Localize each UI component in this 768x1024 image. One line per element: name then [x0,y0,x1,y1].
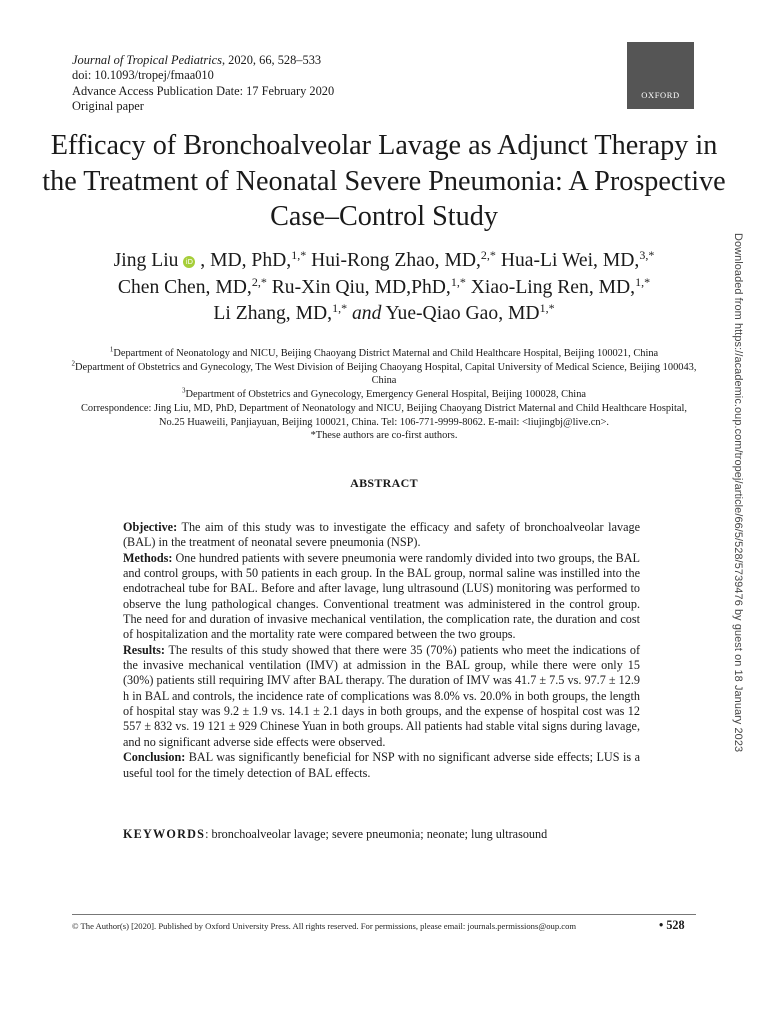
article-title: Efficacy of Bronchoalveolar Lavage as Adjunct Therapy in the Treatment of Neonatal Severe Pneumonia: A Prospective Case–Control Study [42,130,726,232]
section-text: BAL was significantly beneficial for NSP with no significant adverse side effects; LUS is a useful tool for the timely detection of BAL effects. [123,750,640,780]
author-affiliation-mark: 3,* [639,248,655,262]
author-name: Xiao-Ling Ren [470,276,589,298]
author-degrees: , MD, [434,250,481,271]
section-text: One hundred patients with severe pneumonia were randomly divided into two groups, the BAL and control groups, with 50 patients in each group. In the BAL group, normal saline was instilled into the endotracheal tube for BAL. Before and after lavage, lung ultrasound (LUS) monitoring was performed to observe the lung pathological changes. Conventional treatment was administered in the control group. The need for and duration of invasive mechanical ventilation, the complication rate, the duration and cost of hospitalization and the mortality rate were compared between the two groups. [123,550,640,642]
copyright-notice: © The Author(s) [2020]. Published by Oxford University Press. All rights reserved. For permissions, please email: journals.permissions@oup.com [72,921,577,931]
section-label: Objective: [123,520,178,534]
section-text: The results of this study showed that there were 35 (70%) patients who meet the indications of the invasive mechanical ventilation (IMV) at admission in the BAL group, while there were only 15 (30%) patients still requiring IMV after BAL therapy. The duration of IMV was 41.7 ± 7.5 vs. 97.7 ± 12.9 h in BAL and controls, the incidence rate of complications was 8.0% vs. 20.0% in both groups, the length of hospital stay was 9.2 ± 1.9 vs. 14.1 ± 2.1 days in both groups, and the expense of hospital cost was 12 557 ± 832 vs. 19 121 ± 929 Chinese Yuan in both groups. All patients had stable vital signs during lavage, and no significant adverse side effects were observed. [123,642,640,749]
doi[interactable]: doi: 10.1093/tropej/fmaa010 [72,68,214,83]
correspondence: Correspondence: Jing Liu, MD, PhD, Department of Neonatology and NICU, Beijing Chaoyang District Maternal and Child Healthcare Hospital, No.25 Huaweili, Panjiayuan, Beijing 100021, China. Tel: 106-771-9999-8062. E-mail: <liujingbj@live.cn>. [81,402,687,428]
page-number: • 528 [659,918,685,932]
author-degrees: , MD,PhD, [364,276,451,298]
journal-header [72,53,334,115]
keywords-label: KEYWORDS [123,827,206,841]
orcid-icon[interactable]: iD [183,256,195,268]
affiliation-mark: 1 [109,345,114,354]
abstract-heading: ABSTRACT [350,476,418,490]
author-name: Ru-Xin Qiu [271,276,365,298]
section-text: The aim of this study was to investigate the efficacy and safety of bronchoalveolar lavage (BAL) in the treatment of neonatal severe pneumonia (NSP). [123,520,640,550]
author-affiliation-mark: 1,* [450,274,466,289]
co-first-note: *These authors are co-first authors. [310,430,458,442]
abstract-conclusion [123,750,640,781]
author-name: Hua-Li Wei [500,250,594,271]
section-label: Methods: [123,550,173,565]
author-degrees: , MD [498,303,540,324]
author-affiliation-mark: 2,* [480,248,496,262]
affiliation-mark: 3 [181,386,186,395]
author-affiliation-mark: 1,* [332,301,348,315]
author-degrees: , MD, [588,276,636,298]
affiliation [70,361,698,388]
download-watermark: Downloaded from https://academic.oup.com/tropej/article/66/5/528/5739476 by guest on 18 January 2023 [732,233,744,753]
keywords [123,827,640,842]
abstract-objective [123,520,640,551]
affiliation-text: Department of Obstetrics and Gynecology, Emergency General Hospital, Beijing 100028, China [185,389,586,401]
author-name: Li Zhang [213,303,286,324]
advance-access-date: Advance Access Publication Date: 17 February 2020 [72,83,335,98]
affiliations [70,347,698,443]
author-degrees: , MD, [593,250,640,271]
affiliation-text: Department of Obstetrics and Gynecology, The West Division of Beijing Chaoyang Hospital, Capital University of Medical Science, Beijing 100043, China [75,361,697,387]
footer-divider [72,914,696,915]
publisher-logo-text: OXFORD [641,90,680,100]
author-name: Hui-Rong Zhao [311,250,435,271]
journal-volume-pages: , 2020, 66, 528–533 [221,53,322,67]
abstract-methods [123,551,640,643]
abstract-body [123,520,640,781]
abstract-results [123,643,640,750]
affiliation-text: Department of Neonatology and NICU, Beijing Chaoyang District Maternal and Child Healthcare Hospital, Beijing 100021, China [113,348,659,359]
journal-name: Journal of Tropical Pediatrics [72,53,222,67]
article-type: Original paper [72,99,144,114]
author-affiliation-mark: 1,* [291,248,307,262]
author-name: Jing Liu [113,250,179,271]
keywords-text: : bronchoalveolar lavage; severe pneumonia; neonate; lung ultrasound [205,827,548,841]
authors-and: and [351,303,382,324]
author-list [40,248,728,328]
author-name: Yue-Qiao Gao [385,303,499,324]
affiliation-mark: 2 [71,359,76,368]
affiliation [70,388,698,402]
author-affiliation-mark: 1,* [539,301,555,315]
author-affiliation-mark: 2,* [251,274,267,289]
section-label: Conclusion: [123,750,186,765]
section-label: Results: [123,642,165,657]
author-degrees: , MD, [285,303,333,324]
author-degrees: , MD, PhD, [200,250,292,271]
author-affiliation-mark: 1,* [635,274,651,289]
journal-citation [72,53,334,68]
publisher-logo [627,42,694,109]
author-degrees: , MD, [205,276,252,298]
author-name: Chen Chen [117,276,206,298]
affiliation [70,347,698,361]
